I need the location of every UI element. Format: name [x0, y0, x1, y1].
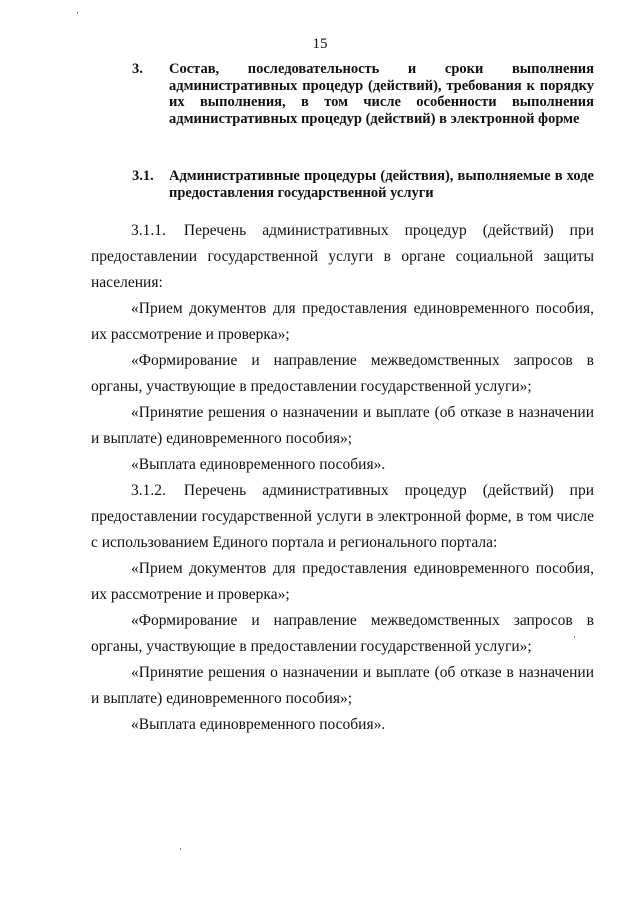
procedure-paragraph: «Принятие решения о назначении и выплате (об отказе в назначении и выплате) единовременного пособия»;	[91, 404, 594, 447]
procedure-paragraph: «Принятие решения о назначении и выплате (об отказе в назначении и выплате) единовременного пособия»;	[91, 664, 594, 707]
item-number: 3.1.1.	[131, 222, 166, 239]
item-intro: Перечень административных процедур (действий) при предоставлении государственной услуги в органе социальной защиты населения:	[91, 222, 594, 291]
procedure-paragraph: «Выплата единовременного пособия».	[131, 716, 386, 733]
procedure-paragraph: «Формирование и направление межведомственных запросов в органы, участвующие в предоставлении государственной услуги»;	[91, 612, 594, 655]
scan-speck	[77, 12, 78, 14]
subsection-number: 3.1.	[132, 168, 154, 184]
document-body	[91, 218, 594, 738]
section-heading	[132, 61, 594, 127]
item-intro-paragraph	[91, 478, 594, 556]
scan-speck	[574, 636, 575, 638]
scan-speck	[180, 848, 181, 850]
item-intro-paragraph	[91, 218, 594, 296]
subsection-heading	[132, 168, 594, 201]
page-number: 15	[312, 36, 328, 52]
section-title: Состав, последовательность и сроки выполнения административных процедур (действий), требования к порядку их выполнения, в том числе особенности выполнения административных процедур (действий) в электронной форме	[169, 61, 594, 127]
procedure-paragraph: «Прием документов для предоставления единовременного пособия, их рассмотрение и проверка»;	[91, 560, 594, 603]
item-number: 3.1.2.	[131, 482, 166, 499]
item-intro: Перечень административных процедур (действий) при предоставлении государственной услуги в электронной форме, в том числе с использованием Единого портала и регионального портала:	[91, 482, 594, 551]
subsection-title: Административные процедуры (действия), выполняемые в ходе предоставления государственной услуги	[169, 168, 594, 201]
procedure-paragraph: «Формирование и направление межведомственных запросов в органы, участвующие в предоставлении государственной услуги»;	[91, 352, 594, 395]
section-number: 3.	[132, 61, 143, 77]
procedure-paragraph: «Прием документов для предоставления единовременного пособия, их рассмотрение и проверка»;	[91, 300, 594, 343]
procedure-paragraph: «Выплата единовременного пособия».	[131, 456, 386, 473]
